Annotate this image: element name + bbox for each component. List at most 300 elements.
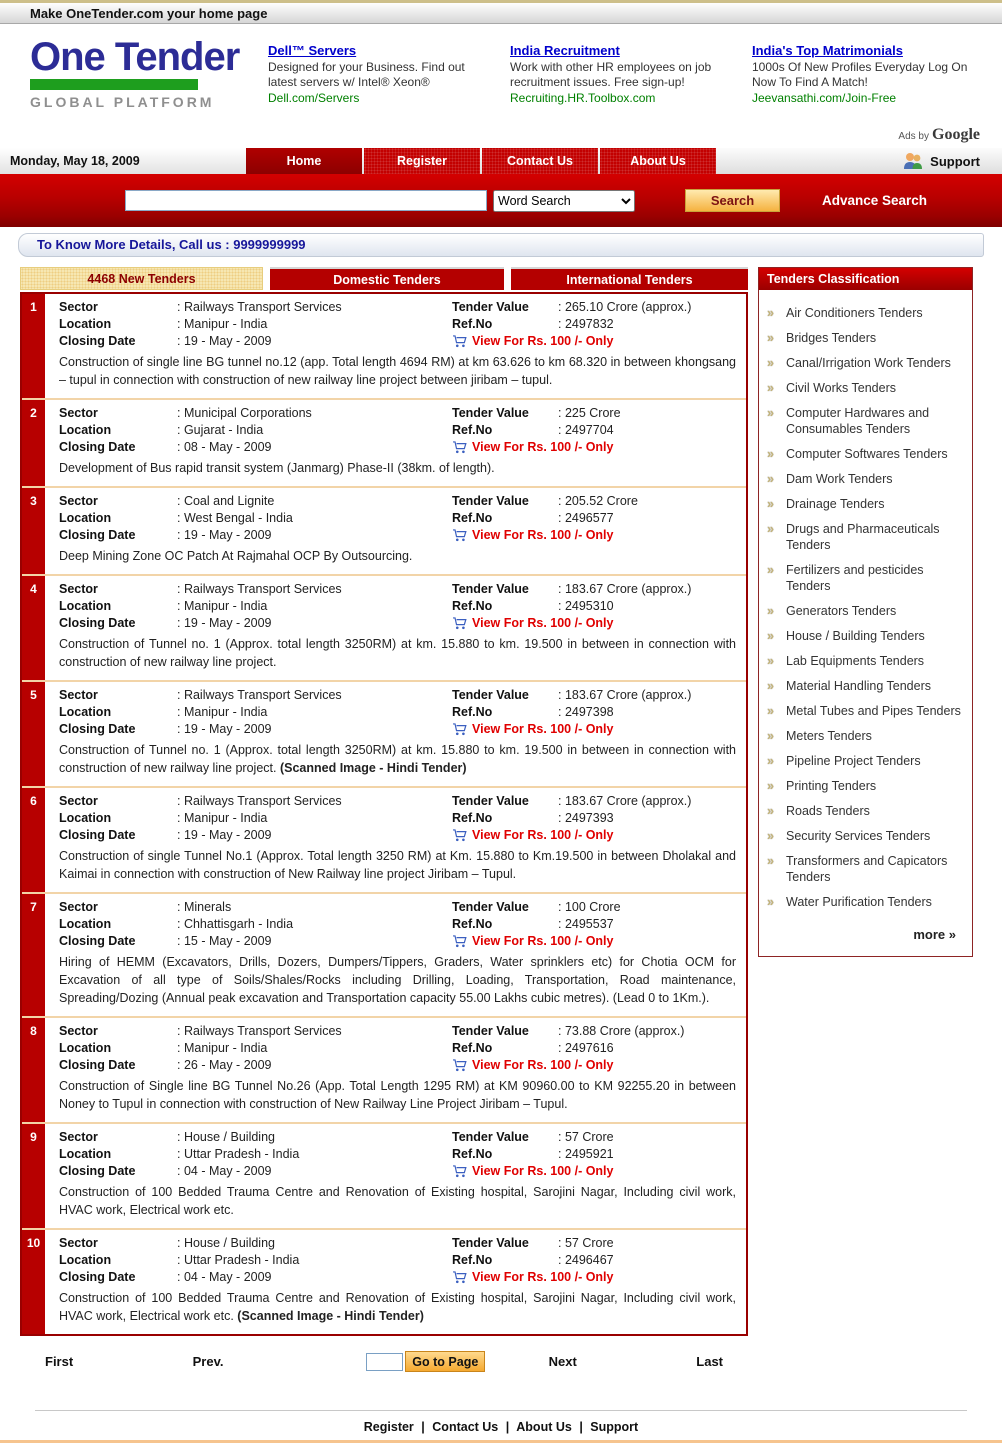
footer <box>0 1410 1002 1443</box>
sector-value: : Railways Transport Services <box>177 582 452 596</box>
goto-page-input[interactable] <box>366 1353 403 1371</box>
refno-label: Ref.No <box>452 317 493 331</box>
closing-date-value: : 19 - May - 2009 <box>177 616 452 630</box>
support-label: Support <box>930 153 980 169</box>
tender-row <box>22 574 746 680</box>
ad-url-link[interactable]: Jeevansathi.com/Join-Free <box>752 91 897 105</box>
cart-icon <box>452 829 467 842</box>
tender-body <box>45 576 746 680</box>
sidebar-item-label: Computer Softwares Tenders <box>786 447 948 461</box>
sector-label: Sector <box>59 1236 98 1250</box>
tender-row <box>22 680 746 786</box>
tender-value-label: Tender Value <box>452 688 529 702</box>
sidebar-item-label: Lab Equipments Tenders <box>786 654 925 668</box>
sector-label: Sector <box>59 688 98 702</box>
tender-fields <box>59 794 736 842</box>
sidebar-item[interactable] <box>767 678 966 694</box>
double-chevron-icon: » <box>767 447 774 461</box>
sidebar-item-label: Fertilizers and pesticides Tenders <box>786 563 924 593</box>
tender-value-value: : 100 Crore <box>558 900 736 914</box>
sector-value: : Municipal Corporations <box>177 406 452 420</box>
ad-title-link[interactable]: Dell™ Servers <box>268 43 357 58</box>
description-bold-note: (Scanned Image - Hindi Tender) <box>237 1309 424 1323</box>
closing-date-label: Closing Date <box>59 934 136 948</box>
closing-date-label: Closing Date <box>59 828 136 842</box>
view-for-rs100-link[interactable] <box>452 334 736 348</box>
sidebar-item[interactable] <box>767 380 966 396</box>
sector-label: Sector <box>59 900 98 914</box>
tender-value-value: : 225 Crore <box>558 406 736 420</box>
more-link[interactable]: more » <box>913 927 956 942</box>
view-for-rs100-link[interactable] <box>452 1270 736 1284</box>
tender-list <box>20 292 748 1336</box>
tender-fields <box>59 1236 736 1284</box>
double-chevron-icon: » <box>767 522 774 536</box>
view-link-text: View For Rs. 100 /- Only <box>472 528 614 542</box>
cart-icon <box>452 1165 467 1178</box>
sector-label: Sector <box>59 794 98 808</box>
tender-value-value: : 265.10 Crore (approx.) <box>558 300 736 314</box>
tender-description <box>59 1183 736 1219</box>
view-link-text: View For Rs. 100 /- Only <box>472 440 614 454</box>
footer-link-contact-us[interactable]: Contact Us <box>432 1420 499 1434</box>
nav-tab-register[interactable]: Register <box>364 148 480 174</box>
ad-body-text: 1000s Of New Profiles Everyday Log On Now To Find A Match! <box>752 60 968 89</box>
double-chevron-icon: » <box>767 654 774 668</box>
description-text: Hiring of HEMM (Excavators, Drills, Dozers, Dumpers/Tippers, Graders, Water sprinklers etc) for Chotia OCM for Excavation of all type of Soils/Shales/Rocks including Drilling, Loading, Transportation, Road maintenance, Spreading/Dozing (Annual peak excavation and Transportation capacity 55.00 Lakhs cubic metres). (Lead 0 to 1Km.). <box>59 955 736 1005</box>
location-value: : Manipur - India <box>177 811 452 825</box>
view-for-rs100-link[interactable] <box>452 828 736 842</box>
tender-number-badge: 1 <box>22 294 45 398</box>
tender-description <box>59 1289 736 1325</box>
sidebar-item[interactable] <box>767 496 966 512</box>
description-text: Development of Bus rapid transit system (Janmarg) Phase-II (38km. of length). <box>59 461 495 475</box>
view-for-rs100-link[interactable] <box>452 528 736 542</box>
tender-row <box>22 1016 746 1122</box>
refno-label: Ref.No <box>452 917 493 931</box>
tab-domestic-tenders[interactable]: Domestic Tenders <box>270 267 504 290</box>
view-link-text: View For Rs. 100 /- Only <box>472 828 614 842</box>
tab-new-tenders[interactable]: 4468 New Tenders <box>20 267 263 290</box>
double-chevron-icon: » <box>767 629 774 643</box>
ads-by-google-label[interactable] <box>898 126 980 144</box>
tender-value-label: Tender Value <box>452 300 529 314</box>
footer-link-about-us[interactable]: About Us <box>516 1420 572 1434</box>
location-label: Location <box>59 811 112 825</box>
double-chevron-icon: » <box>767 331 774 345</box>
location-value: : Manipur - India <box>177 1041 452 1055</box>
double-chevron-icon: » <box>767 679 774 693</box>
sidebar-item-label: Civil Works Tenders <box>786 381 896 395</box>
tender-number-badge: 4 <box>22 576 45 680</box>
cart-icon <box>452 441 467 454</box>
refno-label: Ref.No <box>452 1041 493 1055</box>
sidebar-item-label: Pipeline Project Tenders <box>786 754 921 768</box>
pagination-last-link[interactable]: Last <box>696 1354 724 1369</box>
tender-body <box>45 894 746 1016</box>
search-input[interactable] <box>125 190 487 211</box>
tender-value-label: Tender Value <box>452 1024 529 1038</box>
sector-value: : House / Building <box>177 1236 452 1250</box>
header <box>0 24 1002 148</box>
tender-body <box>45 788 746 892</box>
tender-description <box>59 635 736 671</box>
double-chevron-icon: » <box>767 306 774 320</box>
tender-body <box>45 488 746 574</box>
sidebar-item-label: Air Conditioners Tenders <box>786 306 923 320</box>
advance-search-link[interactable]: Advance Search <box>822 193 928 208</box>
view-link-text: View For Rs. 100 /- Only <box>472 1270 614 1284</box>
sector-value: : Railways Transport Services <box>177 1024 452 1038</box>
double-chevron-icon: » <box>767 381 774 395</box>
refno-label: Ref.No <box>452 705 493 719</box>
sidebar-item[interactable] <box>767 405 966 437</box>
location-value: : Uttar Pradesh - India <box>177 1147 452 1161</box>
sidebar-item-label: Generators Tenders <box>786 604 897 618</box>
tender-row <box>22 486 746 574</box>
tender-value-label: Tender Value <box>452 494 529 508</box>
sector-label: Sector <box>59 406 98 420</box>
double-chevron-icon: » <box>767 754 774 768</box>
location-value: : Uttar Pradesh - India <box>177 1253 452 1267</box>
closing-date-value: : 04 - May - 2009 <box>177 1164 452 1178</box>
tender-value-label: Tender Value <box>452 900 529 914</box>
sidebar-item[interactable] <box>767 894 966 910</box>
nav-tab-contact-us[interactable]: Contact Us <box>482 148 598 174</box>
description-text: Construction of 100 Bedded Trauma Centre and Renovation of Existing hospital, Sarojini Nagar, Including civil work, HVAC work, Electrical work etc. <box>59 1185 736 1217</box>
pagination-first-link[interactable]: First <box>45 1354 74 1369</box>
double-chevron-icon: » <box>767 854 774 868</box>
double-chevron-icon: » <box>767 406 774 420</box>
closing-date-value: : 19 - May - 2009 <box>177 528 452 542</box>
make-homepage-bar[interactable]: Make OneTender.com your home page <box>0 0 1002 24</box>
tender-body <box>45 682 746 786</box>
footer-separator: | <box>421 1420 425 1434</box>
cart-icon <box>452 1059 467 1072</box>
tender-value-value: : 183.67 Crore (approx.) <box>558 794 736 808</box>
tender-value-value: : 73.88 Crore (approx.) <box>558 1024 736 1038</box>
cart-icon <box>452 617 467 630</box>
tender-value-value: : 57 Crore <box>558 1236 736 1250</box>
support-link[interactable] <box>902 148 1002 174</box>
refno-value: : 2495537 <box>558 917 736 931</box>
double-chevron-icon: » <box>767 779 774 793</box>
view-for-rs100-link[interactable] <box>452 616 736 630</box>
closing-date-value: : 19 - May - 2009 <box>177 334 452 348</box>
support-people-icon <box>902 151 924 171</box>
refno-value: : 2496577 <box>558 511 736 525</box>
description-text: Construction of 100 Bedded Trauma Centre and Renovation of Existing hospital, Sarojini Nagar, Including civil work, HVAC work, Electrical work etc. <box>59 1291 736 1323</box>
double-chevron-icon: » <box>767 729 774 743</box>
google-logo: Google <box>932 126 980 143</box>
sidebar-item[interactable] <box>767 471 966 487</box>
search-band <box>0 174 1002 227</box>
location-label: Location <box>59 423 112 437</box>
search-type-select[interactable] <box>493 190 635 212</box>
double-chevron-icon: » <box>767 704 774 718</box>
sidebar-item-label: Security Services Tenders <box>786 829 931 843</box>
sidebar-item[interactable] <box>767 628 966 644</box>
tender-body <box>45 294 746 398</box>
tender-body <box>45 1230 746 1334</box>
tender-fields <box>59 406 736 454</box>
closing-date-label: Closing Date <box>59 1270 136 1284</box>
footer-separator: | <box>579 1420 583 1434</box>
sidebar-items <box>759 290 972 956</box>
sidebar-item[interactable] <box>767 562 966 594</box>
tender-description <box>59 459 736 477</box>
sidebar-item-label: Bridges Tenders <box>786 331 877 345</box>
tender-value-label: Tender Value <box>452 794 529 808</box>
refno-value: : 2496467 <box>558 1253 736 1267</box>
goto-page-group <box>366 1351 548 1372</box>
sector-label: Sector <box>59 494 98 508</box>
tender-row <box>22 786 746 892</box>
location-label: Location <box>59 917 112 931</box>
refno-value: : 2497832 <box>558 317 736 331</box>
tender-row <box>22 398 746 486</box>
sector-value: : Railways Transport Services <box>177 688 452 702</box>
tender-value-value: : 183.67 Crore (approx.) <box>558 582 736 596</box>
sidebar-item[interactable] <box>767 828 966 844</box>
view-link-text: View For Rs. 100 /- Only <box>472 616 614 630</box>
location-label: Location <box>59 1147 112 1161</box>
view-link-text: View For Rs. 100 /- Only <box>472 1058 614 1072</box>
view-link-text: View For Rs. 100 /- Only <box>472 934 614 948</box>
footer-link-support[interactable]: Support <box>590 1420 639 1434</box>
ad-url-link[interactable]: Dell.com/Servers <box>268 91 360 105</box>
tender-fields <box>59 300 736 348</box>
closing-date-value: : 15 - May - 2009 <box>177 934 452 948</box>
location-label: Location <box>59 599 112 613</box>
nav-tab-home[interactable]: Home <box>246 148 362 174</box>
google-ads-block <box>268 36 982 148</box>
description-text: Construction of single line BG tunnel no.12 (app. Total length 4694 RM) at km 63.626 to km 68.320 in between khongsang – tupul in connection with construction of new railway line project between jiribam – tupul. <box>59 355 736 387</box>
refno-value: : 2497398 <box>558 705 736 719</box>
tender-description <box>59 547 736 565</box>
tender-number-badge: 5 <box>22 682 45 786</box>
sidebar-item-label: Transformers and Capicators Tenders <box>786 854 948 884</box>
sidebar-item[interactable] <box>767 728 966 744</box>
goto-page-button[interactable]: Go to Page <box>405 1351 485 1372</box>
location-label: Location <box>59 317 112 331</box>
closing-date-value: : 19 - May - 2009 <box>177 722 452 736</box>
tender-fields <box>59 688 736 736</box>
view-for-rs100-link[interactable] <box>452 934 736 948</box>
refno-label: Ref.No <box>452 1147 493 1161</box>
tender-value-value: : 205.52 Crore <box>558 494 736 508</box>
tender-body <box>45 400 746 486</box>
tender-fields <box>59 1130 736 1178</box>
footer-links <box>0 1411 1002 1440</box>
double-chevron-icon: » <box>767 563 774 577</box>
description-text: Construction of Tunnel no. 1 (Approx. total length 3250RM) at km. 15.880 to km. 19.500 in between in connection with construction of new railway line project. <box>59 637 736 669</box>
onetender-logo[interactable] <box>30 36 268 148</box>
sidebar-item-label: Drainage Tenders <box>786 497 885 511</box>
sector-value: : Railways Transport Services <box>177 300 452 314</box>
view-for-rs100-link[interactable] <box>452 1058 736 1072</box>
tender-list-tabs <box>20 267 748 290</box>
sidebar-item[interactable] <box>767 305 966 321</box>
location-value: : Manipur - India <box>177 705 452 719</box>
refno-label: Ref.No <box>452 423 493 437</box>
double-chevron-icon: » <box>767 604 774 618</box>
sidebar-item-label: Canal/Irrigation Work Tenders <box>786 356 951 370</box>
sidebar-item-label: Water Purification Tenders <box>786 895 932 909</box>
tender-value-label: Tender Value <box>452 406 529 420</box>
tenders-classification-sidebar <box>758 267 973 957</box>
tender-description <box>59 741 736 777</box>
tender-body <box>45 1124 746 1228</box>
nav-tab-about-us[interactable]: About Us <box>600 148 716 174</box>
sector-label: Sector <box>59 582 98 596</box>
pagination-prev-link[interactable]: Prev. <box>192 1354 224 1369</box>
location-value: : Manipur - India <box>177 317 452 331</box>
sidebar-item[interactable] <box>767 753 966 769</box>
tender-fields <box>59 900 736 948</box>
view-link-text: View For Rs. 100 /- Only <box>472 1164 614 1178</box>
double-chevron-icon: » <box>767 472 774 486</box>
tender-number-badge: 3 <box>22 488 45 574</box>
ad-url-link[interactable]: Recruiting.HR.Toolbox.com <box>510 91 656 105</box>
cart-icon <box>452 1271 467 1284</box>
ad-unit <box>510 42 738 148</box>
refno-label: Ref.No <box>452 511 493 525</box>
sidebar-item-label: Material Handling Tenders <box>786 679 931 693</box>
tender-value-label: Tender Value <box>452 1130 529 1144</box>
sidebar-item[interactable] <box>767 778 966 794</box>
description-bold-note: (Scanned Image - Hindi Tender) <box>279 761 467 775</box>
sidebar-item-label: Roads Tenders <box>786 804 870 818</box>
tender-fields <box>59 1024 736 1072</box>
tender-description <box>59 353 736 389</box>
location-label: Location <box>59 1041 112 1055</box>
double-chevron-icon: » <box>767 895 774 909</box>
sidebar-item[interactable] <box>767 853 966 885</box>
location-label: Location <box>59 705 112 719</box>
main-nav <box>0 148 1002 174</box>
sidebar-item-label: Computer Hardwares and Consumables Tenders <box>786 406 930 436</box>
tender-number-badge: 6 <box>22 788 45 892</box>
footer-separator: | <box>505 1420 510 1434</box>
ad-unit <box>268 42 496 148</box>
closing-date-label: Closing Date <box>59 616 136 630</box>
ad-title-link[interactable]: India Recruitment <box>510 43 620 58</box>
closing-date-value: : 08 - May - 2009 <box>177 440 452 454</box>
cart-icon <box>452 723 467 736</box>
sidebar-title: Tenders Classification <box>759 268 972 290</box>
tender-row <box>22 1228 746 1334</box>
sidebar-item[interactable] <box>767 355 966 371</box>
sector-value: : Coal and Lignite <box>177 494 452 508</box>
description-text: Construction of single Tunnel No.1 (Approx. Total length 3250 RM) at Km. 15.880 to Km.19.500 in between Dholakal and Kaimai in connection with construction of New Railway line project Jiribam – Tupul. <box>59 849 736 881</box>
location-value: : Manipur - India <box>177 599 452 613</box>
tender-value-value: : 183.67 Crore (approx.) <box>558 688 736 702</box>
logo-title: One Tender <box>30 35 240 79</box>
sector-label: Sector <box>59 1024 98 1038</box>
refno-value: : 2497393 <box>558 811 736 825</box>
footer-link-register[interactable]: Register <box>363 1420 414 1434</box>
refno-value: : 2495310 <box>558 599 736 613</box>
closing-date-label: Closing Date <box>59 334 136 348</box>
sector-value: : House / Building <box>177 1130 452 1144</box>
tender-number-badge: 7 <box>22 894 45 1016</box>
sidebar-item-label: Dam Work Tenders <box>786 472 893 486</box>
tab-international-tenders[interactable]: International Tenders <box>511 267 748 290</box>
view-for-rs100-link[interactable] <box>452 440 736 454</box>
tender-description <box>59 1077 736 1113</box>
tender-fields <box>59 582 736 630</box>
closing-date-value: : 19 - May - 2009 <box>177 828 452 842</box>
logo-green-bar <box>30 79 198 90</box>
logo-subtitle: GLOBAL PLATFORM <box>30 94 215 110</box>
closing-date-value: : 26 - May - 2009 <box>177 1058 452 1072</box>
refno-value: : 2497616 <box>558 1041 736 1055</box>
sidebar-item[interactable] <box>767 703 966 719</box>
cart-icon <box>452 335 467 348</box>
sector-label: Sector <box>59 300 98 314</box>
pagination <box>45 1351 723 1372</box>
sidebar-item-label: Printing Tenders <box>786 779 877 793</box>
ads-by-text: Ads by <box>898 131 929 142</box>
ad-title-link[interactable]: India's Top Matrimonials <box>752 43 903 58</box>
ad-body-text: Designed for your Business. Find out latest servers w/ Intel® Xeon® <box>268 60 465 89</box>
closing-date-value: : 04 - May - 2009 <box>177 1270 452 1284</box>
closing-date-label: Closing Date <box>59 1058 136 1072</box>
view-for-rs100-link[interactable] <box>452 1164 736 1178</box>
refno-value: : 2497704 <box>558 423 736 437</box>
double-chevron-icon: » <box>767 804 774 818</box>
closing-date-label: Closing Date <box>59 1164 136 1178</box>
sector-label: Sector <box>59 1130 98 1144</box>
sidebar-item-label: House / Building Tenders <box>786 629 925 643</box>
refno-label: Ref.No <box>452 599 493 613</box>
sidebar-item[interactable] <box>767 603 966 619</box>
call-us-bar: To Know More Details, Call us : 9999999999 <box>18 233 984 257</box>
tender-value-label: Tender Value <box>452 1236 529 1250</box>
tender-body <box>45 1018 746 1122</box>
cart-icon <box>452 935 467 948</box>
content-area <box>0 265 1002 1372</box>
sidebar-item[interactable] <box>767 653 966 669</box>
sidebar-item-label: Metal Tubes and Pipes Tenders <box>786 704 961 718</box>
tender-description <box>59 953 736 1007</box>
current-date: Monday, May 18, 2009 <box>0 148 246 174</box>
view-for-rs100-link[interactable] <box>452 722 736 736</box>
refno-value: : 2495921 <box>558 1147 736 1161</box>
tender-number-badge: 10 <box>22 1230 45 1334</box>
pagination-next-link[interactable]: Next <box>548 1354 577 1369</box>
location-label: Location <box>59 1253 112 1267</box>
tender-value-value: : 57 Crore <box>558 1130 736 1144</box>
description-text: Deep Mining Zone OC Patch At Rajmahal OCP By Outsourcing. <box>59 549 413 563</box>
closing-date-label: Closing Date <box>59 528 136 542</box>
closing-date-label: Closing Date <box>59 440 136 454</box>
tender-row <box>22 294 746 398</box>
tender-number-badge: 2 <box>22 400 45 486</box>
search-button[interactable]: Search <box>685 189 780 212</box>
location-value: : West Bengal - India <box>177 511 452 525</box>
tender-description <box>59 847 736 883</box>
sidebar-item[interactable] <box>767 330 966 346</box>
double-chevron-icon: » <box>767 497 774 511</box>
cart-icon <box>452 529 467 542</box>
double-chevron-icon: » <box>767 829 774 843</box>
sidebar-item[interactable] <box>767 803 966 819</box>
sidebar-item[interactable] <box>767 446 966 462</box>
sidebar-item[interactable] <box>767 521 966 553</box>
tender-number-badge: 9 <box>22 1124 45 1228</box>
